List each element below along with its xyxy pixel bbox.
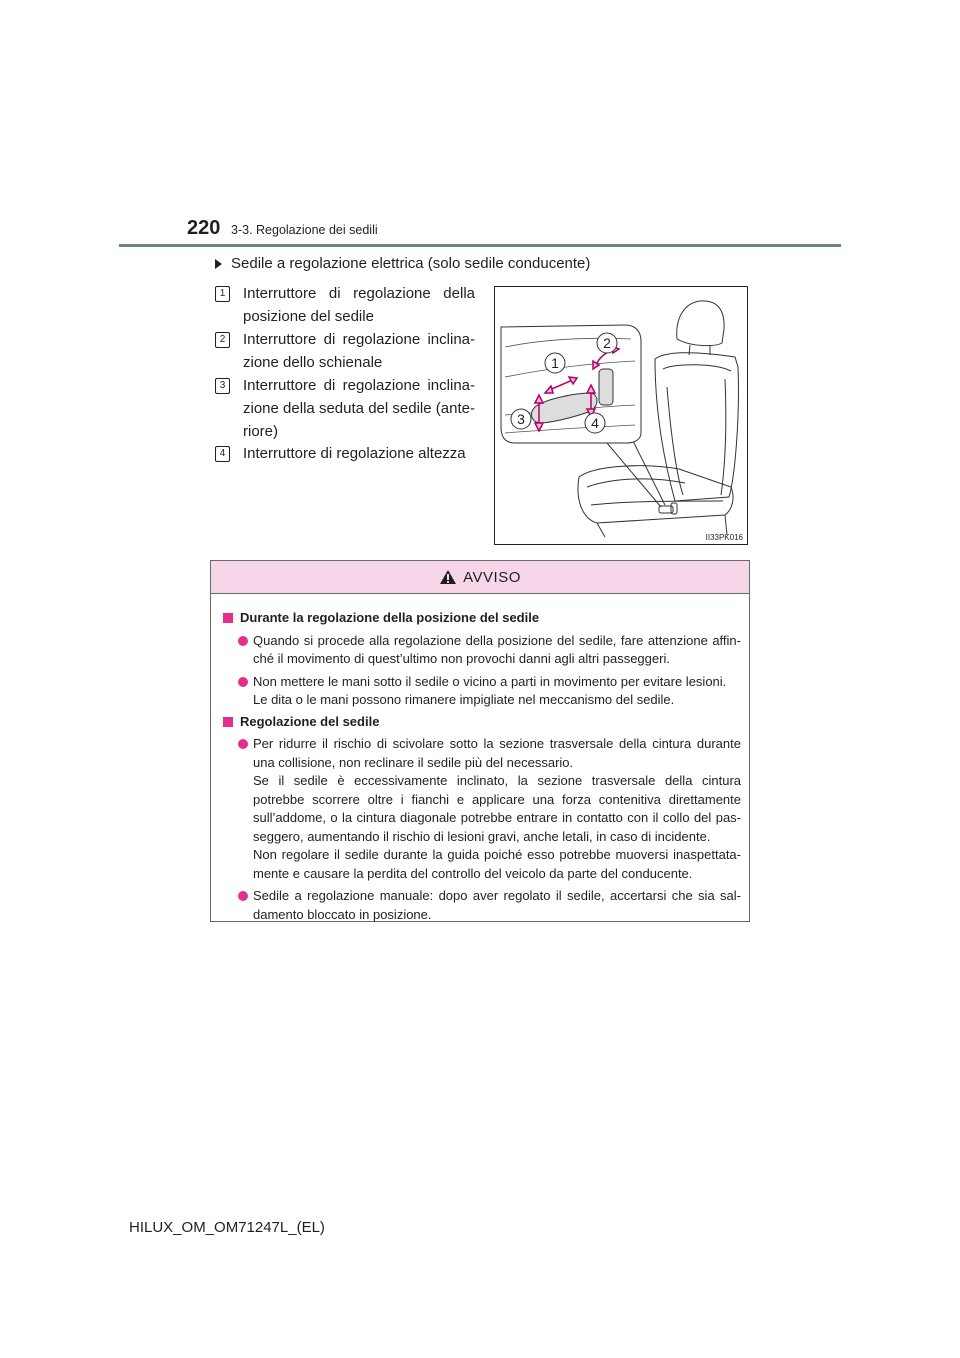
warning-bullet: Per ridurre il rischio di scivolare sotto la sezione trasversale della cintura durante una collisione, non reclinare il sedile più del necessario. Se il sedile è eccessivamente inclinato, la sezione trasversale della cintura potrebbe scorrere oltre i fianchi e applicare una forza contenitiva direttamente sull’addome, o la cintura diagonale potrebbe entrare in contatto con il collo del pas- seggero, aumentando il rischio di lesioni gravi, anche letali, in caso di incidente. Non regolare il sedile durante la guida poiché esso potrebbe muoversi inaspettata- mente e causare la perdita del controllo del veicolo da parte del conducente. xyxy=(223,735,741,883)
item-number-badge: 2 xyxy=(215,332,230,348)
page-number: 220 xyxy=(187,217,221,239)
list-item xyxy=(215,328,475,374)
circle-bullet-icon xyxy=(238,739,248,749)
warning-bullet: Quando si procede alla regolazione della posizione del sedile, fare attenzione affin- ché il movimento di quest’ultimo non provochi danni agli altri passeggeri. xyxy=(223,632,741,669)
section-title: 3-3. Regolazione dei sedili xyxy=(231,223,378,237)
warning-body xyxy=(211,594,749,924)
warning-header xyxy=(211,561,749,594)
warning-box xyxy=(210,560,750,922)
triangle-bullet-icon xyxy=(215,259,222,269)
item-number-badge: 1 xyxy=(215,286,230,302)
circle-bullet-icon xyxy=(238,891,248,901)
warning-bullet: Non mettere le mani sotto il sedile o vicino a parti in movimento per evitare lesioni. Le dita o le mani possono rimanere impigliate nel meccanismo del sedile. xyxy=(223,673,741,710)
item-text: Interruttore di regolazione altezza xyxy=(243,445,466,462)
footer-doc-code: HILUX_OM_OM71247L_(EL) xyxy=(129,1219,325,1236)
list-item xyxy=(215,442,475,465)
square-bullet-icon xyxy=(223,717,233,727)
callout-4: 4 xyxy=(591,415,599,431)
square-bullet-icon xyxy=(223,613,233,623)
warning-section-heading: Regolazione del sedile xyxy=(223,713,741,732)
figure-code: II33PK016 xyxy=(705,533,743,542)
warning-triangle-icon xyxy=(439,569,457,585)
item-number-badge: 4 xyxy=(215,446,230,462)
subheading xyxy=(215,255,590,272)
callout-2: 2 xyxy=(603,335,611,351)
warning-section-heading: Durante la regolazione della posizione del sedile xyxy=(223,609,741,628)
warning-bullet: Sedile a regolazione manuale: dopo aver regolato il sedile, accertarsi che sia sal- damento bloccato in posizione. xyxy=(223,887,741,924)
header-rule xyxy=(119,244,841,247)
item-text: Interruttore di regolazione inclina-zione dello schienale xyxy=(243,331,475,371)
circle-bullet-icon xyxy=(238,636,248,646)
item-number-badge: 3 xyxy=(215,378,230,394)
item-text: Interruttore di regolazione inclina-zione della seduta del sedile (ante-riore) xyxy=(243,377,475,440)
list-item xyxy=(215,374,475,443)
list-item xyxy=(215,282,475,328)
callout-1: 1 xyxy=(551,355,559,371)
warning-title: AVVISO xyxy=(463,568,521,586)
seat-drawing xyxy=(495,287,747,544)
callout-3: 3 xyxy=(517,411,525,427)
circle-bullet-icon xyxy=(238,677,248,687)
item-text: Interruttore di regolazione della posizione del sedile xyxy=(243,285,475,325)
seat-illustration xyxy=(494,286,748,545)
subheading-text: Sedile a regolazione elettrica (solo sedile conducente) xyxy=(231,255,591,272)
